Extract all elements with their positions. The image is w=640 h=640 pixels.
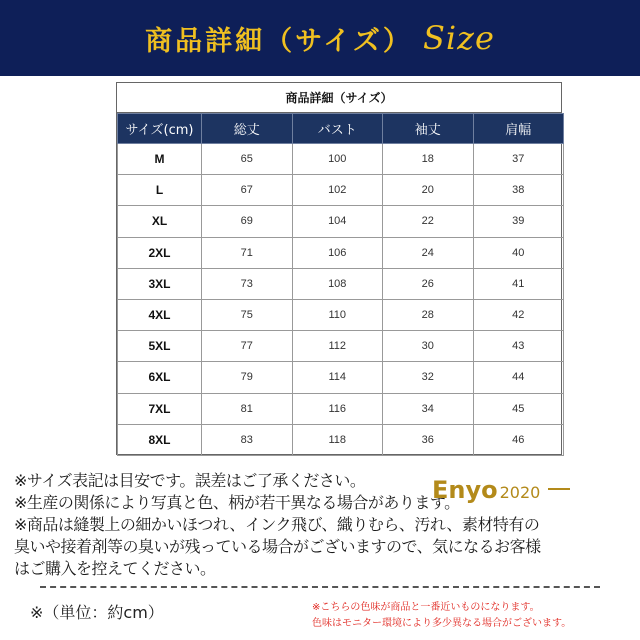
value-cell: 38 — [473, 175, 564, 206]
value-cell: 43 — [473, 331, 564, 362]
value-cell: 67 — [202, 175, 293, 206]
value-cell: 44 — [473, 362, 564, 393]
value-cell: 75 — [202, 299, 293, 330]
value-cell: 79 — [202, 362, 293, 393]
title-banner — [0, 0, 640, 76]
header-row — [118, 114, 564, 144]
value-cell: 28 — [383, 299, 474, 330]
header-length: 総丈 — [202, 114, 293, 144]
value-cell: 34 — [383, 393, 474, 424]
note-line: ※生産の関係により写真と色、柄が若干異なる場合があります。 — [14, 493, 460, 512]
size-cell: 4XL — [118, 299, 202, 330]
size-chart — [117, 113, 564, 456]
value-cell: 18 — [383, 144, 474, 175]
table-row — [118, 144, 564, 175]
header-sleeve: 袖丈 — [383, 114, 474, 144]
table-row — [118, 206, 564, 237]
table-row — [118, 393, 564, 424]
size-cell: 2XL — [118, 237, 202, 268]
banner-title: 商品詳細（サイズ） — [145, 25, 413, 57]
size-cell: 6XL — [118, 362, 202, 393]
value-cell: 83 — [202, 424, 293, 455]
header-bust: バスト — [292, 114, 383, 144]
table-row — [118, 424, 564, 455]
header-shoulder: 肩幅 — [473, 114, 564, 144]
value-cell: 46 — [473, 424, 564, 455]
value-cell: 41 — [473, 268, 564, 299]
disclaimer-line: 色味はモニター環境により多少異なる場合がございます。 — [312, 618, 572, 629]
note-line: 臭いや接着剤等の臭いが残っている場合がございますので、気になるお客様 — [14, 537, 541, 556]
value-cell: 40 — [473, 237, 564, 268]
value-cell: 65 — [202, 144, 293, 175]
size-cell: XL — [118, 206, 202, 237]
value-cell: 73 — [202, 268, 293, 299]
size-cell: L — [118, 175, 202, 206]
value-cell: 37 — [473, 144, 564, 175]
table-row — [118, 331, 564, 362]
size-table — [116, 82, 562, 455]
color-disclaimer — [312, 600, 632, 632]
table-body — [118, 144, 564, 456]
value-cell: 20 — [383, 175, 474, 206]
value-cell: 69 — [202, 206, 293, 237]
value-cell: 102 — [292, 175, 383, 206]
value-cell: 118 — [292, 424, 383, 455]
value-cell: 32 — [383, 362, 474, 393]
value-cell: 106 — [292, 237, 383, 268]
value-cell: 114 — [292, 362, 383, 393]
header-size: サイズ(cm) — [118, 114, 202, 144]
value-cell: 104 — [292, 206, 383, 237]
banner-script-text: Size — [422, 19, 495, 57]
note-line: ※サイズ表記は目安です。誤差はご了承ください。 — [14, 471, 366, 490]
value-cell: 81 — [202, 393, 293, 424]
value-cell: 39 — [473, 206, 564, 237]
note-line: ※商品は縫製上の細かいほつれ、インク飛び、織りむら、汚れ、素材特有の — [14, 515, 540, 534]
value-cell: 71 — [202, 237, 293, 268]
value-cell: 108 — [292, 268, 383, 299]
table-row — [118, 175, 564, 206]
unit-note: ※（単位：約cm） — [30, 603, 164, 622]
table-row — [118, 268, 564, 299]
value-cell: 42 — [473, 299, 564, 330]
dashed-divider — [40, 586, 600, 588]
value-cell: 26 — [383, 268, 474, 299]
size-cell: 3XL — [118, 268, 202, 299]
table-caption: 商品詳細（サイズ） — [117, 83, 561, 113]
value-cell: 77 — [202, 331, 293, 362]
note-line: はご購入を控えてください。 — [14, 559, 216, 578]
value-cell: 22 — [383, 206, 474, 237]
size-cell: 8XL — [118, 424, 202, 455]
value-cell: 110 — [292, 299, 383, 330]
table-row — [118, 237, 564, 268]
brand-watermark — [432, 476, 570, 502]
value-cell: 100 — [292, 144, 383, 175]
table-row — [118, 362, 564, 393]
brand-name: Enyo — [432, 476, 498, 504]
disclaimer-line: ※こちらの色味が商品と一番近いものになります。 — [312, 602, 540, 613]
size-cell: 7XL — [118, 393, 202, 424]
value-cell: 24 — [383, 237, 474, 268]
value-cell: 36 — [383, 424, 474, 455]
value-cell: 112 — [292, 331, 383, 362]
brand-dash — [548, 488, 570, 490]
value-cell: 116 — [292, 393, 383, 424]
brand-year: 2020 — [499, 483, 541, 502]
size-cell: M — [118, 144, 202, 175]
value-cell: 30 — [383, 331, 474, 362]
size-cell: 5XL — [118, 331, 202, 362]
table-row — [118, 299, 564, 330]
value-cell: 45 — [473, 393, 564, 424]
